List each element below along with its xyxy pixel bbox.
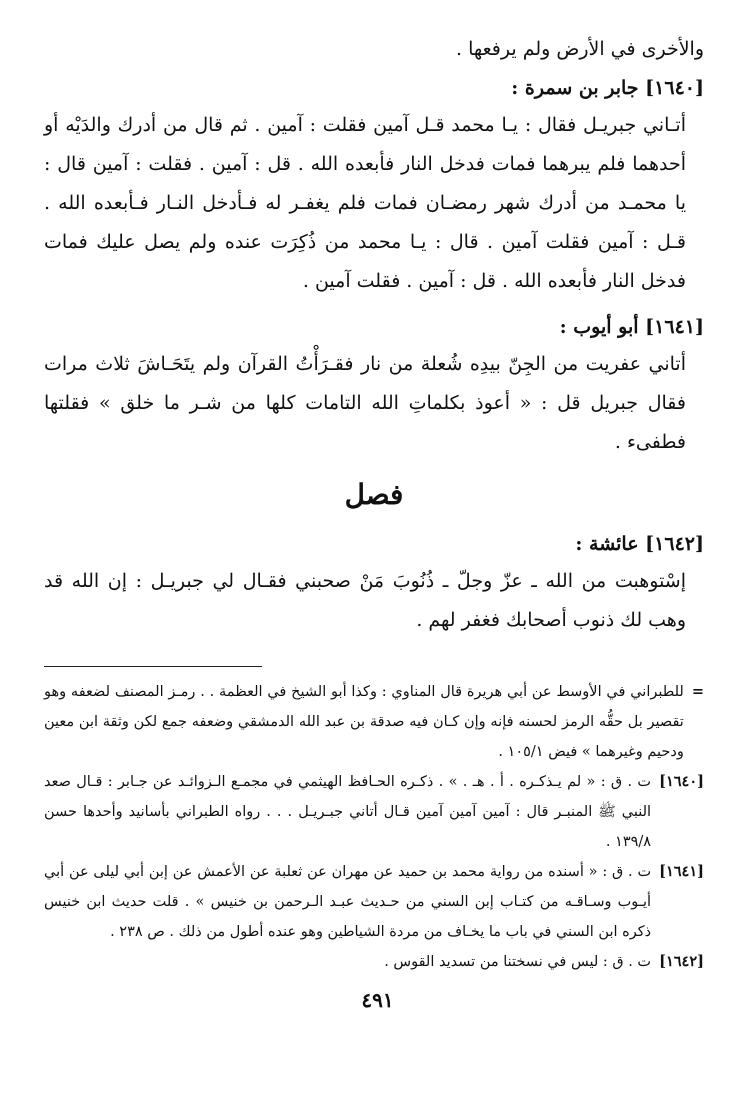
entry-1642 xyxy=(44,526,704,640)
entry-heading: [١٦٤٠] جابر بن سمرة : xyxy=(511,77,704,99)
footnotes xyxy=(44,677,704,977)
entry-heading: [١٦٤١] أبو أيوب : xyxy=(559,316,704,338)
section-title: فصل xyxy=(344,478,404,511)
footnote xyxy=(44,677,704,767)
entry-1641 xyxy=(44,309,704,462)
footnote-number: [١٦٤٢] xyxy=(659,953,704,970)
entry-text: أتاني عفريت من الجِنّ بيدِه شُعلة من نار فقـرَأْتُ القرآن ولم يتَحَـاشَ ثلاث مرات فقال جبريل قل : « أعوذ بكلماتِ الله التامات كلها من شـر ما خلق » فقلتها فطفىء . xyxy=(44,353,686,453)
footnote-number: [١٦٤٠] xyxy=(659,773,704,790)
entry-text: إسْتوهبت من الله ـ عزّ وجلّ ـ ذُنُوبَ مَنْ صحبني فقـال لي جبريـل : إن الله قد وهب لك ذنوب أصحابك فغفر لهم . xyxy=(44,570,686,631)
footnote xyxy=(44,857,704,947)
footnote-separator xyxy=(44,666,262,667)
footnote-text: للطبراني في الأوسط عن أبي هريرة قال المناوي : وكذا أبو الشيخ في العظمة . . رمـز المصنف لضعفه وهو تقصير بل حقُّه الرمز لحسنه فإنه وإن كـان فيه صدقة بن عبد الله الدمشقي وضعفه جمع لكن وثقة ابن معين ودحيم وغيرهما » فيض ١٠٥/١ . xyxy=(44,684,684,760)
page-number: ٤٩١ xyxy=(361,988,394,1012)
footnote xyxy=(44,947,704,977)
footnote-text: ت . ق : « أسنده من رواية محمد بن حميد عن مهران عن ثعلبة عن الأعمش عن إبن أبي ليلى عن أبي أيـوب وسـاقـه من كتـاب إبن السني من حـديث عبـد الـرحمن بن خنيس » . قلت حديث ابن خنيس ذكره ابن السني في باب ما يخـاف من مردة الشياطين وهو عنده أطول من ذلك . ص ٢٣٨ . xyxy=(44,864,652,940)
footnote-number: [١٦٤١] xyxy=(659,863,704,880)
entry-text: أتـاني جبريـل فقال : يـا محمد قـل آمين فقلت : آمين . ثم قال من أدرك والدَيْه أو أحدهما فلم يبرهما فمات فدخل النار فأبعده الله . قل : آمين . فقلت : آمين قال : يا محمـد من أدرك شهر رمضـان فمات فلم يغفـر له فـأدخل النـار فـأبعده الله . قـل : آمين فقلت آمين . قال : يـا محمد من ذُكِرَت عنده ولم يصل عليك فمات فدخل النار فأبعده الله . قل : آمين . فقلت آمين . xyxy=(44,114,686,292)
footnote-text: ت . ق : ليس في نسختنا من تسديد القوس . xyxy=(384,954,652,970)
continuation-line: والأخرى في الأرض ولم يرفعها . xyxy=(456,38,704,60)
footnote-number: = xyxy=(691,683,704,700)
page-body xyxy=(44,30,704,977)
footnote-text: ت . ق : « لم يـذكـره . أ . هـ . » . ذكـره الحـافظ الهيثمي في مجمـع الـزوائـد عن جـابر : قـال صعد النبي ﷺ المنبـر قال : آمين آمين آمين قـال أتاني جبـريـل . . . رواه الطبراني بأسانيد وأحدها حسن ١٣٩/٨ . xyxy=(44,774,652,850)
footnote xyxy=(44,767,704,857)
entry-1640 xyxy=(44,70,704,301)
entry-heading: [١٦٤٢] عائشة : xyxy=(575,533,704,555)
